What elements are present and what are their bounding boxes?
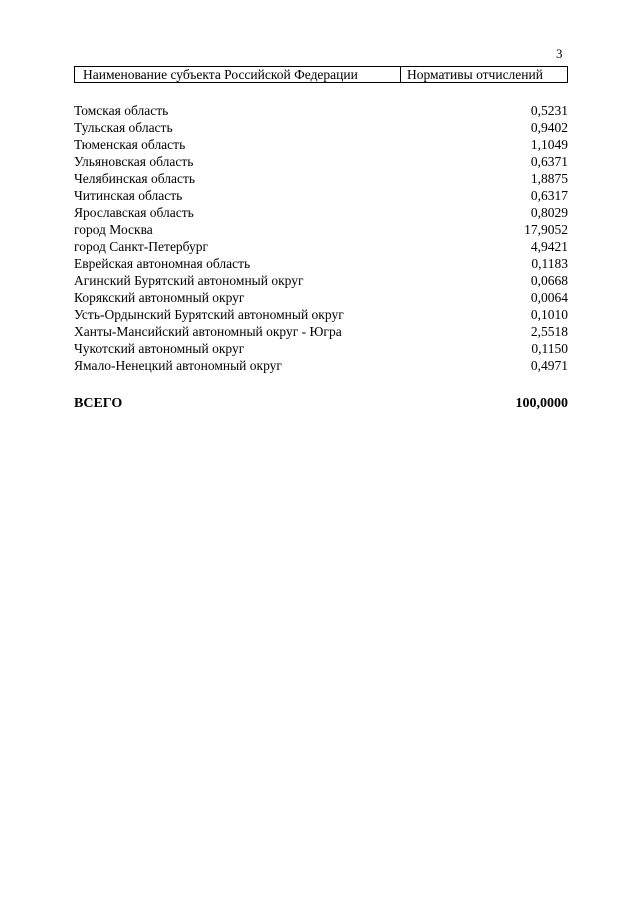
row-value: 0,4971	[530, 358, 568, 373]
row-value: 0,5231	[530, 103, 568, 118]
row-value: 0,1150	[531, 341, 568, 356]
row-value: 1,1049	[530, 137, 568, 152]
row-name: Томская область	[74, 103, 169, 118]
row-value: 1,8875	[530, 171, 568, 186]
header-name-column: Наименование субъекта Российской Федерации	[75, 67, 401, 82]
total-row	[74, 395, 568, 413]
row-value: 0,6317	[530, 188, 568, 203]
row-name: Ханты-Мансийский автономный округ - Югра	[74, 324, 342, 339]
row-name: город Москва	[74, 222, 153, 237]
row-value: 0,0668	[530, 273, 568, 288]
table-row	[74, 221, 568, 238]
row-name: Читинская область	[74, 188, 183, 203]
table-row	[74, 255, 568, 272]
row-name: Челябинская область	[74, 171, 196, 186]
row-name: Чукотский автономный округ	[74, 341, 245, 356]
row-value: 0,0064	[530, 290, 568, 305]
row-name: Усть-Ордынский Бурятский автономный округ	[74, 307, 344, 322]
page-number: 3	[556, 46, 563, 61]
table-row	[74, 170, 568, 187]
table-row	[74, 340, 568, 357]
row-value: 0,6371	[530, 154, 568, 169]
table-row	[74, 323, 568, 340]
total-label: ВСЕГО	[74, 396, 123, 411]
table-row	[74, 357, 568, 374]
table-row	[74, 238, 568, 255]
row-value: 0,1183	[531, 256, 568, 271]
row-value: 4,9421	[530, 239, 568, 254]
row-name: Тульская область	[74, 120, 173, 135]
row-name: Ямало-Ненецкий автономный округ	[74, 358, 282, 373]
data-rows	[74, 102, 568, 374]
table-row	[74, 306, 568, 323]
row-name: Ульяновская область	[74, 154, 194, 169]
table-header	[74, 66, 568, 83]
table-row	[74, 153, 568, 170]
table-row	[74, 204, 568, 221]
row-name: город Санкт-Петербург	[74, 239, 209, 254]
row-value: 0,9402	[530, 120, 568, 135]
row-value: 2,5518	[530, 324, 568, 339]
table-row	[74, 289, 568, 306]
table-row	[74, 272, 568, 289]
row-name: Ярославская область	[74, 205, 194, 220]
row-value: 17,9052	[524, 222, 568, 237]
header-norm-column: Нормативы отчислений	[407, 67, 543, 82]
row-value: 0,8029	[530, 205, 568, 220]
row-value: 0,1010	[530, 307, 568, 322]
row-name: Агинский Бурятский автономный округ	[74, 273, 304, 288]
table-row	[74, 119, 568, 136]
row-name: Корякский автономный округ	[74, 290, 245, 305]
table-row	[74, 102, 568, 119]
table-row	[74, 136, 568, 153]
row-name: Тюменская область	[74, 137, 186, 152]
row-name: Еврейская автономная область	[74, 256, 251, 271]
table-row	[74, 187, 568, 204]
total-value: 100,0000	[515, 396, 568, 411]
